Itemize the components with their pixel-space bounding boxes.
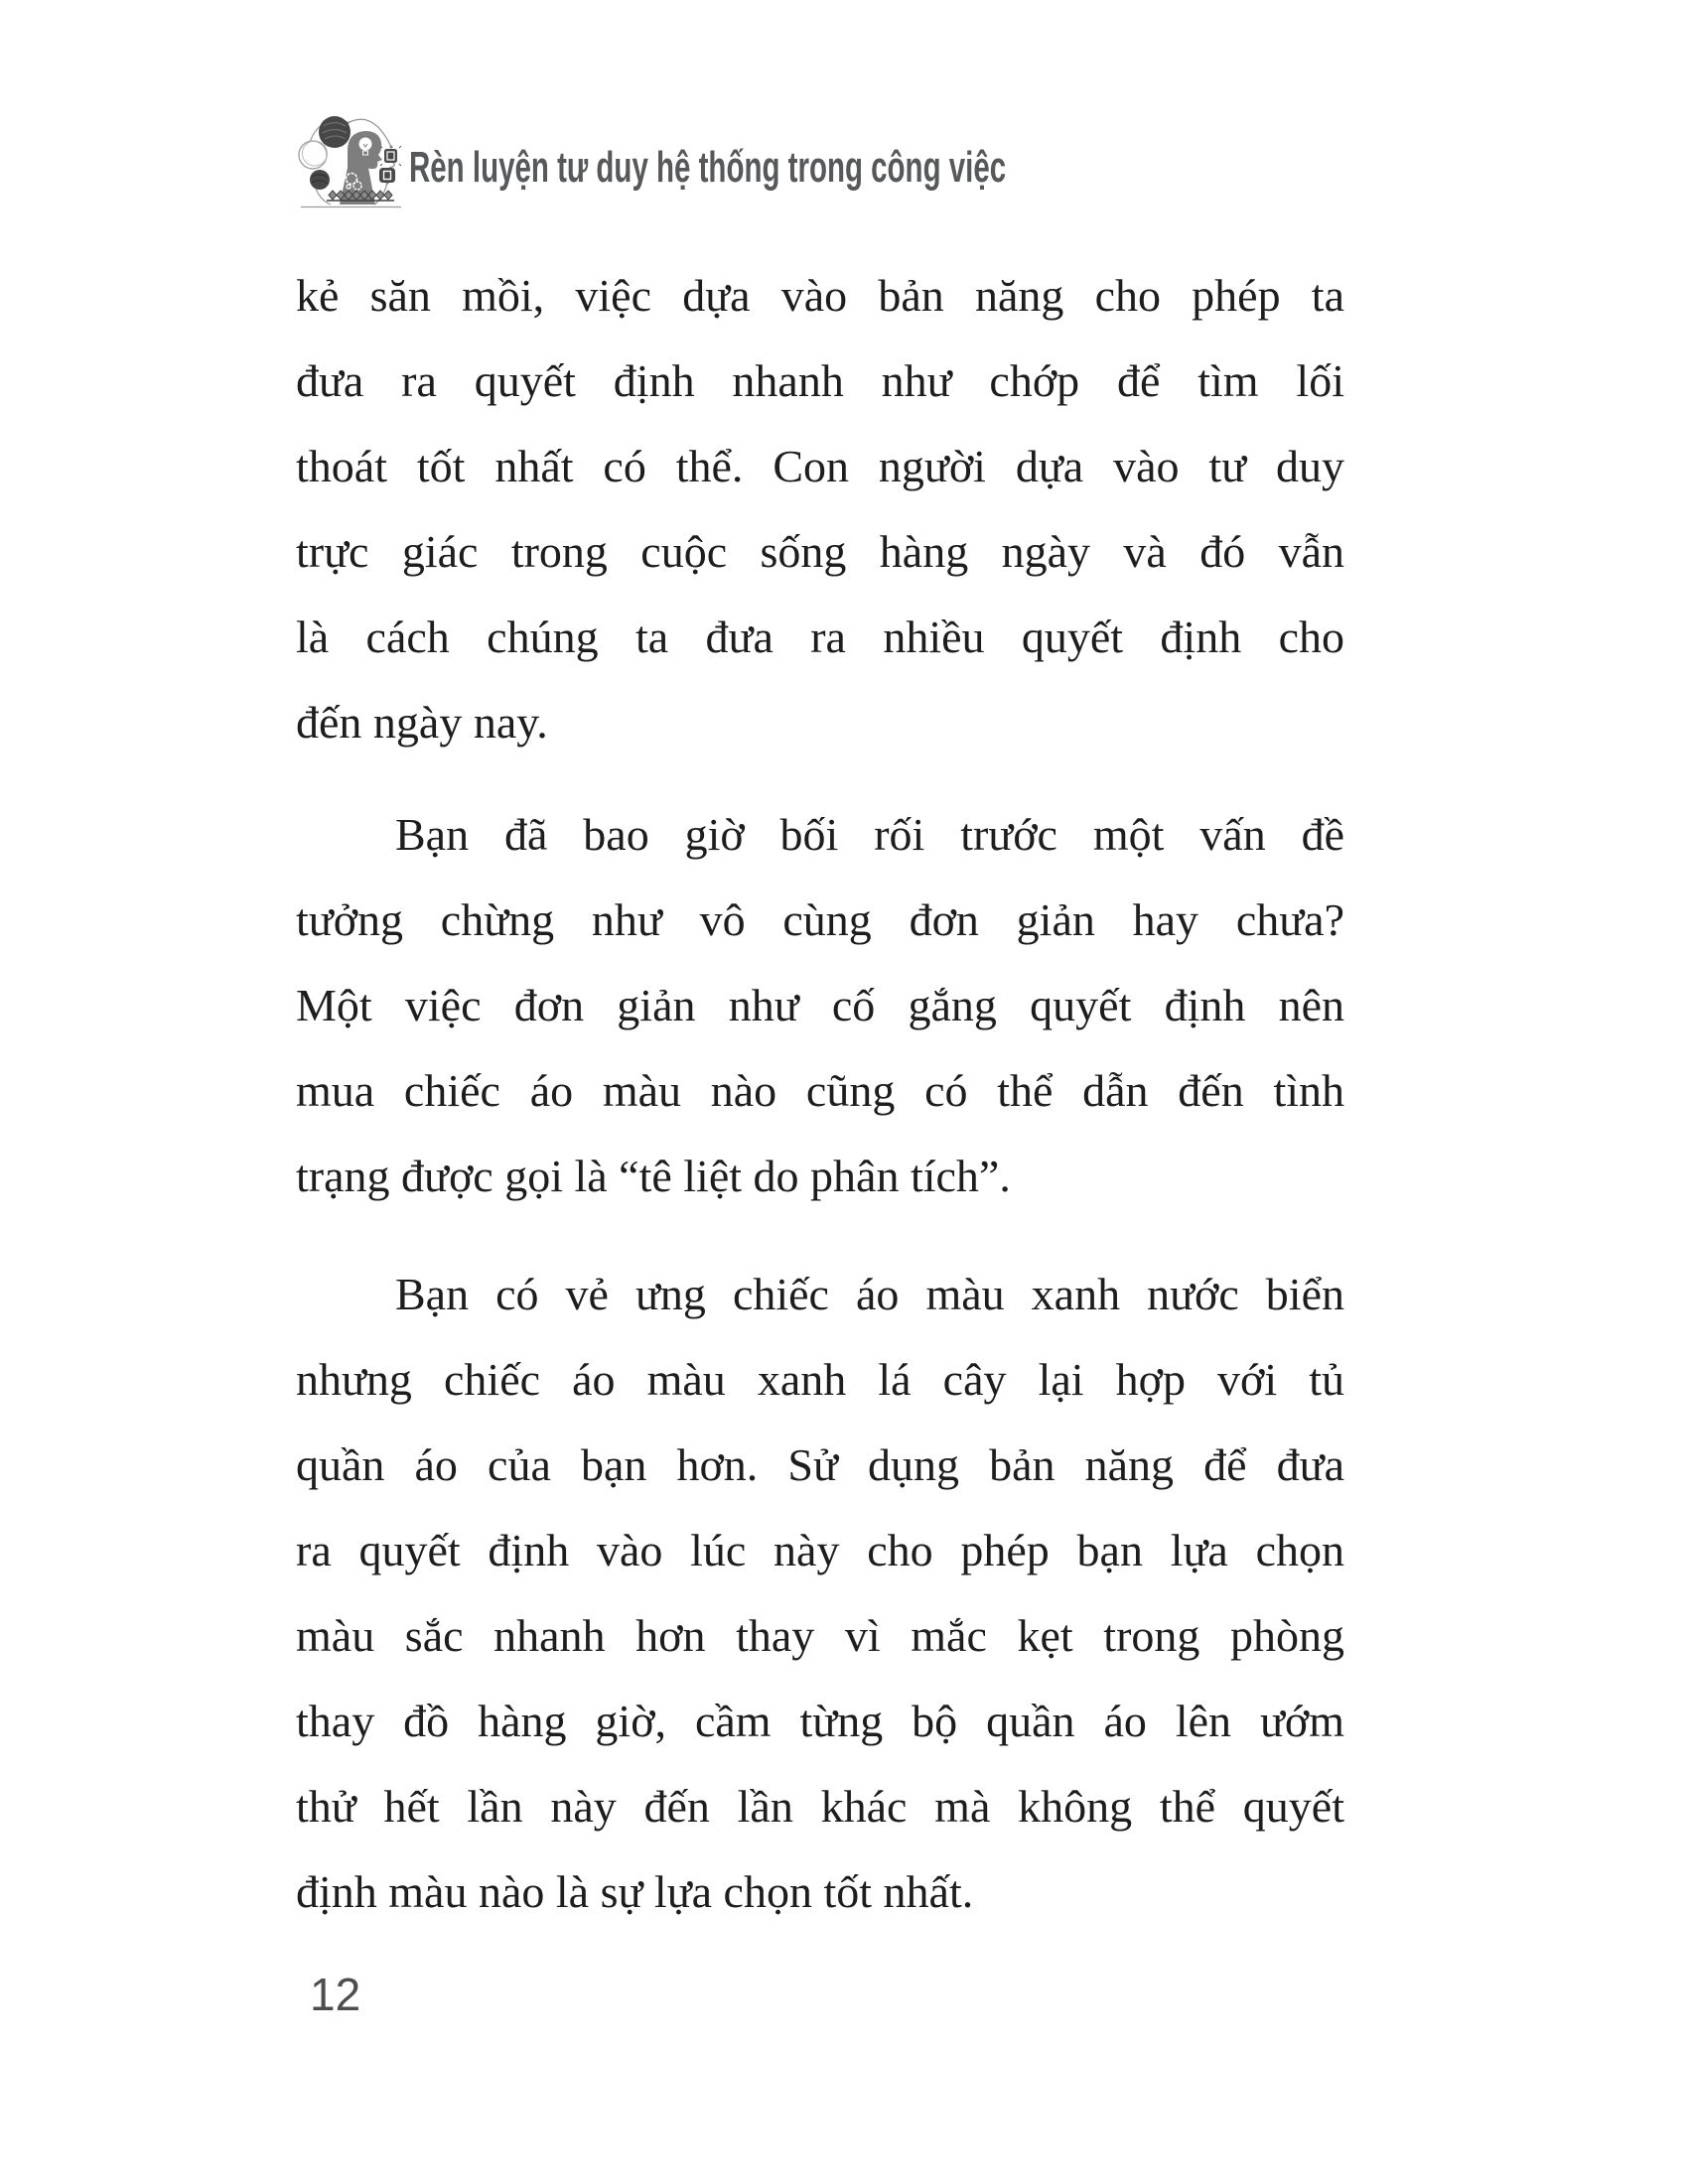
text-line: tưởng chừng như vô cùng đơn giản hay chưa?: [296, 894, 1344, 945]
paragraph: [296, 1252, 1344, 1935]
text-line: Bạn đã bao giờ bối rối trước một vấn đề: [395, 809, 1344, 860]
text-line: ra quyết định vào lúc này cho phép bạn lựa chọn: [296, 1525, 1344, 1575]
text-line: là cách chúng ta đưa ra nhiều quyết định cho: [296, 612, 1344, 662]
text-line: trực giác trong cuộc sống hàng ngày và đó vẫn: [296, 526, 1344, 577]
thinking-head-gears-logo-icon: [296, 111, 405, 210]
text-line: Một việc đơn giản như cố gắng quyết định nên: [296, 980, 1344, 1030]
text-line: quần áo của bạn hơn. Sử dụng bản năng để đưa: [296, 1439, 1344, 1490]
text-line: màu sắc nhanh hơn thay vì mắc kẹt trong phòng: [296, 1610, 1344, 1661]
text-line: kẻ săn mồi, việc dựa vào bản năng cho phép ta: [296, 270, 1344, 321]
text-line: mua chiếc áo màu nào cũng có thể dẫn đến tình: [296, 1065, 1344, 1116]
text-line: thay đồ hàng giờ, cầm từng bộ quần áo lên ướm: [296, 1696, 1344, 1746]
text-line: thoát tốt nhất có thể. Con người dựa vào tư duy: [296, 441, 1344, 491]
paragraph: [296, 792, 1344, 1219]
text-line: đưa ra quyết định nhanh như chớp để tìm lối: [296, 355, 1344, 406]
text-line: thử hết lần này đến lần khác mà không thể quyết: [296, 1781, 1344, 1832]
paragraph: [296, 253, 1344, 765]
page-number: 12: [310, 1969, 361, 2020]
text-line: định màu nào là sự lựa chọn tốt nhất.: [296, 1866, 974, 1917]
text-line: Bạn có vẻ ưng chiếc áo màu xanh nước biển: [395, 1269, 1344, 1319]
text-line: đến ngày nay.: [296, 697, 548, 748]
text-line: nhưng chiếc áo màu xanh lá cây lại hợp với tủ: [296, 1354, 1344, 1405]
body-text: [296, 253, 1344, 1935]
text-line: trạng được gọi là “tê liệt do phân tích”.: [296, 1151, 1011, 1201]
running-head-title: Rèn luyện tư duy hệ thống trong công việc: [409, 143, 1007, 192]
page-header: [296, 111, 1300, 210]
